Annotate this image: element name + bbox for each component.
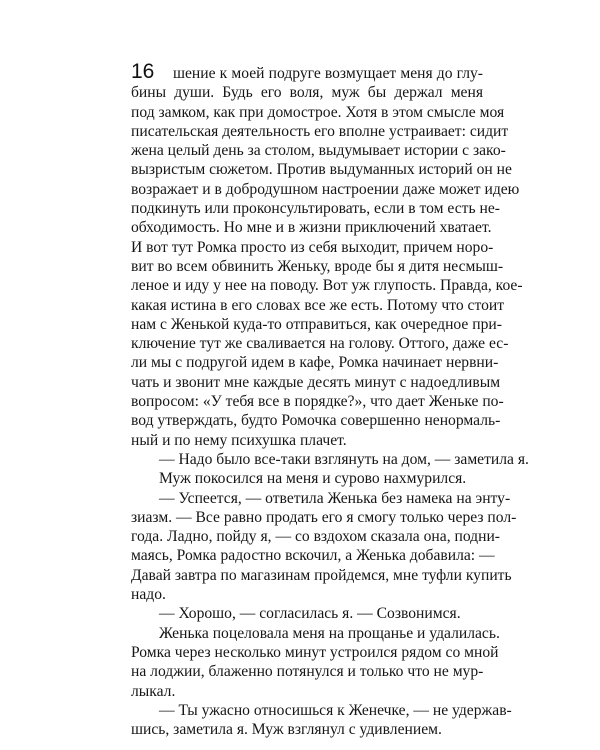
text-line: — Успеется, — ответила Женька без намека на энту-	[159, 489, 511, 507]
text-line: бины души. Будь его воля, муж бы держал меня	[131, 84, 483, 102]
text-line: — Хорошо, — согласилась я. — Созвонимся.	[159, 605, 461, 623]
text-line: нам с Женькой куда-то отправиться, как очередное при-	[131, 315, 502, 333]
text-line: вит во всем обвинить Женьку, вроде бы я дитя несмыш-	[131, 257, 504, 275]
text-line: шись, заметила я. Муж взглянул с удивлением.	[131, 721, 442, 739]
text-line: леное и иду у нее на поводу. Вот уж глупость. Правда, кое-	[131, 277, 523, 295]
text-line: какая истина в его словах все же есть. Потому что стоит	[131, 296, 505, 314]
text-line: ли мы с подругой идем в кафе, Ромка начинает нервни-	[131, 354, 499, 372]
text-line: жена целый день за столом, выдумывает истории с зако-	[131, 142, 506, 160]
text-line: Муж покосился на меня и сурово нахмурился.	[159, 470, 467, 488]
text-line: чать и звонит мне каждые десять минут с надоедливым	[131, 373, 501, 391]
text-line: маясь, Ромка радостно вскочил, а Женька добавила: —	[131, 547, 495, 565]
text-line: Ромка через несколько минут устроился рядом со мной	[131, 643, 499, 661]
text-line: шение к моей подруге возмущает меня до глу-	[173, 65, 483, 82]
text-line: — Ты ужасно относишься к Женечке, — не удержав-	[159, 701, 512, 719]
text-line: обходимость. Но мне и в жизни приключений хватает.	[131, 219, 492, 237]
page-number: 16	[131, 60, 155, 83]
text-line: писательская деятельность его вполне устраивает: сидит	[131, 122, 509, 140]
text-line: подкинуть или проконсультировать, если в том есть не-	[131, 200, 500, 218]
text-line: надо.	[131, 586, 166, 604]
text-line: зиазм. — Все равно продать его я смогу только через пол-	[131, 508, 517, 526]
text-line: — Надо было все-таки взглянуть на дом, — заметила я.	[159, 450, 529, 468]
text-line: года. Ладно, пойду я, — со вздохом сказала она, подни-	[131, 528, 500, 546]
text-line: Давай завтра по магазинам пройдемся, мне туфли купить	[131, 566, 512, 584]
body-text	[131, 64, 529, 739]
text-line: Женька поцеловала меня на прощанье и удалилась.	[159, 624, 500, 642]
text-line: ный и по нему психушка плачет.	[131, 431, 347, 449]
text-line: под замком, как при домострое. Хотя в этом смысле моя	[131, 103, 505, 121]
text-line: И вот тут Ромка просто из себя выходит, причем норо-	[131, 238, 494, 256]
text-line: лыкал.	[131, 682, 176, 700]
text-line: вод утверждать, будто Ромочка совершенно ненормаль-	[131, 412, 501, 430]
text-line: вызристым сюжетом. Против выдуманных историй он не	[131, 161, 512, 179]
text-line: вопросом: «У тебя все в порядке?», что дает Женьке по-	[131, 393, 504, 411]
text-line: ключение тут же сваливается на голову. Оттого, даже ес-	[131, 335, 509, 353]
text-line: на лоджии, блаженно потянулся и только что не мур-	[131, 663, 484, 681]
text-line: возражает и в добродушном настроении даже может идею	[131, 180, 520, 198]
